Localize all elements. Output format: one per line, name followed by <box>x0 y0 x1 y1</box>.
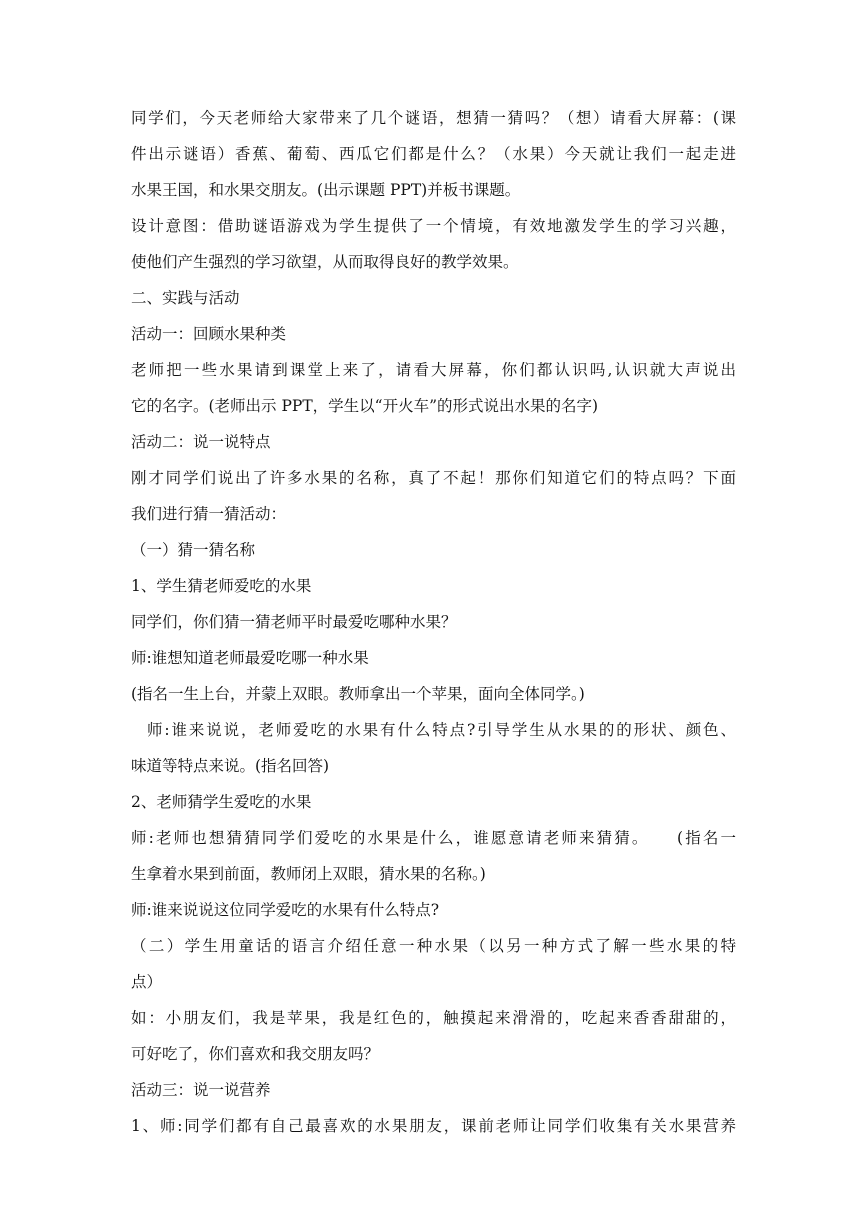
activity-heading: 活动一：回顾水果种类 <box>131 325 287 343</box>
paragraph-line: 它的名字。(老师出示 PPT，学生以“开火车”的形式说出水果的名字) <box>131 397 599 415</box>
paragraph-line: 师:谁想知道老师最爱吃哪一种水果 <box>131 649 369 667</box>
document-body <box>131 100 736 1144</box>
paragraph-line: 件出示谜语）香蕉、葡萄、西瓜它们都是什么？（水果）今天就让我们一起走进 <box>131 145 736 163</box>
subsection-heading: （一）猜一猜名称 <box>131 541 256 559</box>
numbered-item: 1、学生猜老师爱吃的水果 <box>131 577 312 595</box>
subsection-heading: 点） <box>131 973 163 991</box>
paragraph-line: 同学们，今天老师给大家带来了几个谜语，想猜一猜吗？（想）请看大屏幕：(课 <box>131 109 736 127</box>
paragraph-line: 生拿着水果到前面，教师闭上双眼，猜水果的名称。) <box>131 865 486 883</box>
paragraph-line: 师:谁来说说这位同学爱吃的水果有什么特点? <box>131 901 440 919</box>
paragraph-line: 师:谁来说说，老师爱吃的水果有什么特点?引导学生从水果的的形状、颜色、 <box>147 721 736 739</box>
subsection-heading: （二）学生用童话的语言介绍任意一种水果（以另一种方式了解一些水果的特 <box>131 937 736 955</box>
paragraph-line: 味道等特点来说。(指名回答) <box>131 757 330 775</box>
paragraph-line: 可好吃了，你们喜欢和我交朋友吗？ <box>131 1045 380 1063</box>
paragraph-line: 刚才同学们说出了许多水果的名称，真了不起！那你们知道它们的特点吗？下面 <box>131 469 736 487</box>
paragraph-line: 水果王国，和水果交朋友。(出示课题 PPT)并板书课题。 <box>131 181 521 199</box>
paragraph-line: 同学们，你们猜一猜老师平时最爱吃哪种水果？ <box>131 613 457 631</box>
paragraph-line: (指名一生上台，并蒙上双眼。教师拿出一个苹果，面向全体同学。) <box>131 685 585 703</box>
numbered-item: 1、师:同学们都有自己最喜欢的水果朋友，课前老师让同学们收集有关水果营养 <box>131 1117 736 1135</box>
activity-heading: 活动二：说一说特点 <box>131 433 271 451</box>
section-heading: 二、实践与活动 <box>131 289 240 307</box>
paragraph-line: 如：小朋友们，我是苹果，我是红色的，触摸起来滑滑的，吃起来香香甜甜的， <box>131 1009 736 1027</box>
paragraph-line: 老师把一些水果请到课堂上来了，请看大屏幕，你们都认识吗,认识就大声说出 <box>131 361 736 379</box>
paragraph-line: 师:老师也想猜猜同学们爱吃的水果是什么，谁愿意请老师来猜猜。 (指名一 <box>131 829 736 847</box>
design-intent-line: 设计意图：借助谜语游戏为学生提供了一个情境，有效地激发学生的学习兴趣， <box>131 217 736 235</box>
paragraph-line: 我们进行猜一猜活动： <box>131 505 287 523</box>
numbered-item: 2、老师猜学生爱吃的水果 <box>131 793 312 811</box>
activity-heading: 活动三：说一说营养 <box>131 1081 271 1099</box>
design-intent-line: 使他们产生强烈的学习欲望，从而取得良好的教学效果。 <box>131 253 519 271</box>
